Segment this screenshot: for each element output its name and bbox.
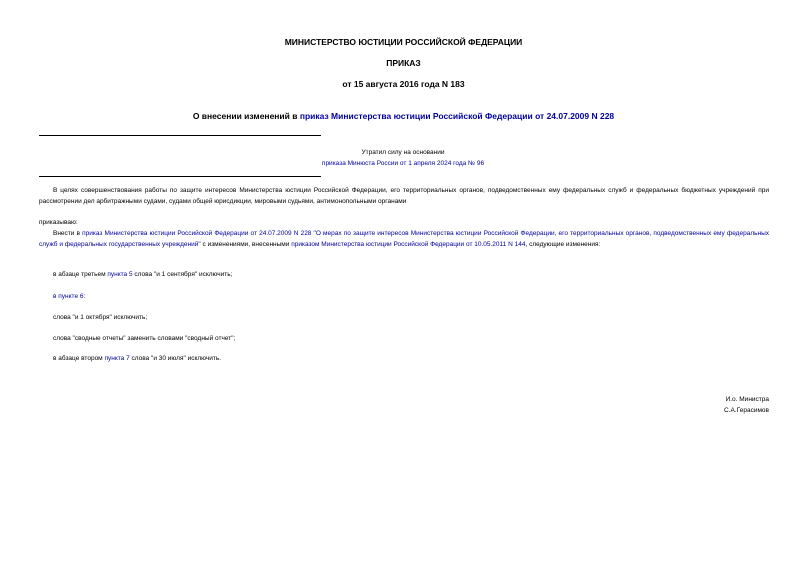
item-point-6-suffix: : [83, 293, 86, 300]
signatory-name: С.А.Герасимов [724, 407, 769, 414]
point-6-link[interactable]: в пункте 6 [53, 293, 84, 300]
note-bottom-rule [39, 176, 321, 177]
doc-title [0, 111, 807, 121]
order-word: приказываю: [39, 219, 78, 226]
date-number-heading: от 15 августа 2016 года N 183 [342, 79, 465, 89]
item-october: слова "и 1 октября" исключить; [53, 314, 148, 321]
point-5-link[interactable]: пункта 5 [107, 271, 133, 278]
item-point-6 [53, 291, 769, 302]
repealing-order-link[interactable]: приказа Минюста России от 1 апреля 2024 года № 96 [321, 160, 485, 167]
ministry-heading: МИНИСТЕРСТВО ЮСТИЦИИ РОССИЙСКОЙ ФЕДЕРАЦИИ [284, 37, 523, 47]
note-top-rule [39, 135, 321, 136]
order-228-link[interactable]: приказ Министерства юстиции Российской Федерации от 24.07.2009 N 228 "О мерах по защите интересов Министерства юстиции Российской Федерации, его территориальных органов, подведомственных ему федеральных служб и федеральных государственных учреждений" [39, 230, 770, 248]
item-point-5-prefix: в абзаце третьем [53, 271, 108, 278]
amendment-prefix: Внести в [53, 230, 83, 237]
amendment-paragraph [39, 228, 769, 250]
item-point-7-suffix: слова "и 30 июля" исключить. [129, 355, 222, 362]
repeal-note-text: Утратил силу на основании [361, 149, 445, 156]
doc-title-prefix: О внесении изменений в [192, 111, 300, 121]
amendment-suffix: , следующие изменения: [525, 241, 601, 248]
item-point-7 [53, 353, 769, 364]
item-point-7-prefix: в абзаце втором [53, 355, 105, 362]
amendment-middle: с изменениями, внесенными [200, 241, 292, 248]
order-144-link[interactable]: приказом Министерства юстиции Российской Федерации от 10.05.2011 N 144 [291, 241, 526, 248]
preamble-paragraph: В целях совершенствования работы по защите интересов Министерства юстиции Российской Федерации, его территориальных органов, подведомственных ему федеральных служб и федеральных бюджетных учреждений при рассмотрении дел арбитражными судами, судами общей юрисдикции, мировыми судьями, антимонопольными органами [39, 187, 769, 205]
item-point-5-suffix: слова "и 1 сентября" исключить; [132, 271, 233, 278]
item-point-5 [53, 269, 769, 280]
point-7-link[interactable]: пункта 7 [104, 355, 130, 362]
doc-type-heading: ПРИКАЗ [386, 58, 421, 68]
repeal-note-line2 [321, 158, 485, 169]
amended-order-link[interactable]: приказ Министерства юстиции Российской Федерации от 24.07.2009 N 228 [299, 111, 615, 121]
item-reports: слова "сводные отчеты" заменить словами "сводный отчет"; [53, 335, 236, 342]
signatory-position: И.о. Министра [725, 396, 769, 403]
